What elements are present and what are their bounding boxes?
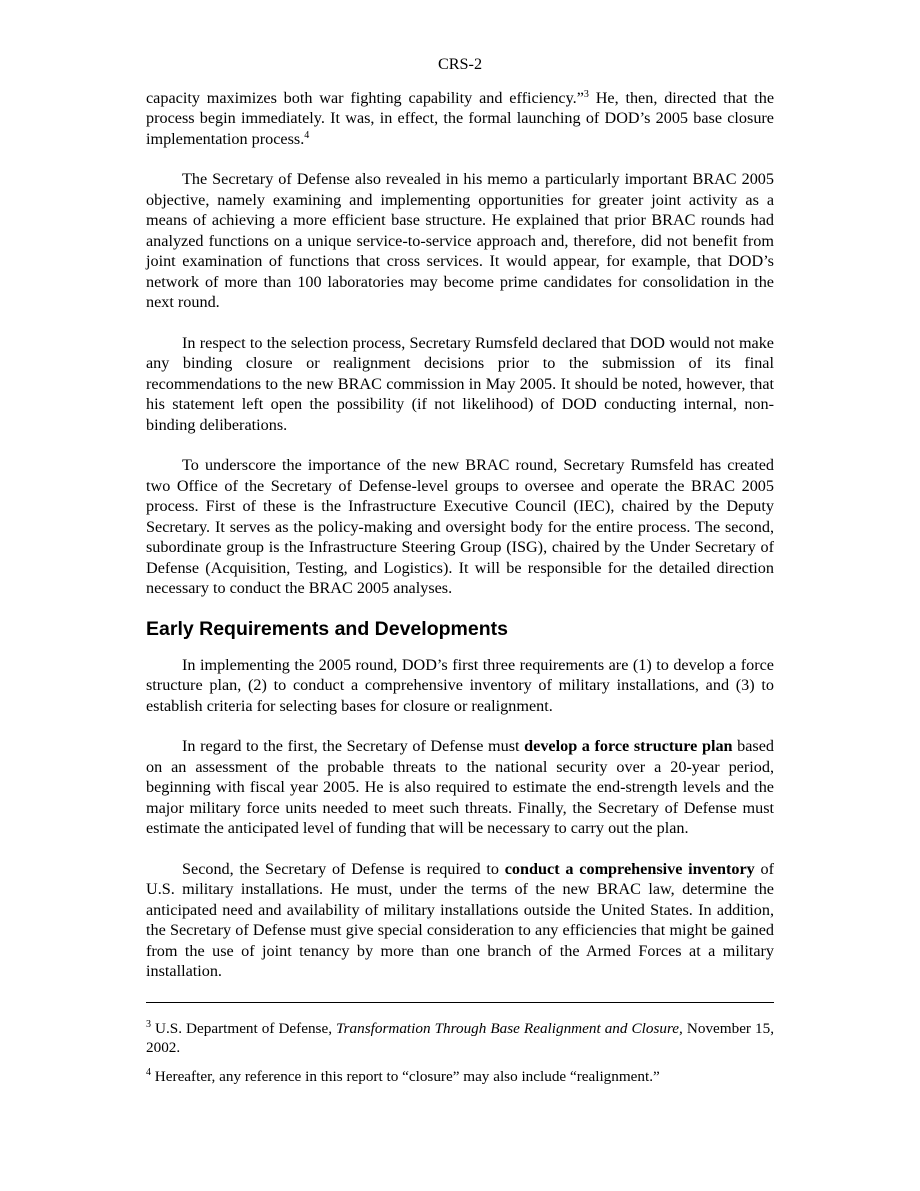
paragraph-1	[146, 88, 774, 150]
footnote-4	[146, 1067, 774, 1087]
page-number-header: CRS-2	[437, 55, 483, 73]
p1-text-b: He, then, directed that the process begin immediately. It was, in effect, the formal launching of DOD’s 2005 base closure implementation process.	[146, 88, 775, 148]
footnote-3-text-b: November 15, 2002.	[146, 1019, 774, 1056]
footnote-4-text: Hereafter, any reference in this report to “closure” may also include “realignment.”	[151, 1067, 660, 1085]
footnote-3	[146, 1019, 774, 1058]
footnote-3-text-a: U.S. Department of Defense,	[151, 1019, 337, 1037]
paragraph-5: In implementing the 2005 round, DOD’s first three requirements are (1) to develop a force structure plan, (2) to conduct a comprehensive inventory of military installations, and (3) to establish criteria for selecting bases for closure or realignment.	[146, 655, 774, 715]
footnote-3-number: 3	[146, 1018, 151, 1030]
p7-bold-phrase: conduct a comprehensive inventory	[504, 859, 755, 878]
section-heading: Early Requirements and Developments	[146, 617, 508, 640]
footnote-ref-4: 4	[304, 129, 310, 141]
paragraph-7	[146, 859, 774, 982]
footnote-ref-3: 3	[583, 88, 589, 100]
paragraph-6	[146, 736, 774, 839]
p1-text-a: capacity maximizes both war fighting capability and efficiency.”	[146, 88, 584, 107]
p7-text-b: of U.S. military installations. He must, under the terms of the new BRAC law, determine the anticipated need and availability of military installations outside the United States. In addition, the Secretary of Defense must give special consideration to any efficiencies that might be gained from the use of joint tenancy by more than one branch of the Armed Forces at a military installation.	[146, 859, 775, 980]
document-page	[146, 54, 774, 1095]
footnote-divider	[146, 1002, 774, 1003]
p6-text-a: In regard to the first, the Secretary of Defense must	[182, 737, 525, 755]
p6-text-b: based on an assessment of the probable threats to the national security over a 20-year period, beginning with fiscal year 2005. He is also required to estimate the end-strength levels and the major military force units needed to meet such threats. Finally, the Secretary of Defense must estimate the anticipated level of funding that will be necessary to carry out the plan.	[146, 737, 774, 837]
footnote-4-number: 4	[146, 1066, 151, 1078]
p6-bold-phrase: develop a force structure plan	[524, 737, 733, 755]
paragraph-2: The Secretary of Defense also revealed in his memo a particularly important BRAC 2005 objective, namely examining and implementing opportunities for greater joint activity as a means of achieving a more efficient base structure. He explained that prior BRAC rounds had analyzed functions on a unique service-to-service approach and, therefore, did not benefit from joint examination of functions that cross services. It would appear, for example, that DOD’s network of more than 100 laboratories may become prime candidates for consolidation in the next round.	[146, 170, 774, 311]
p7-text-a: Second, the Secretary of Defense is required to	[182, 859, 505, 878]
paragraph-3: In respect to the selection process, Secretary Rumsfeld declared that DOD would not make any binding closure or realignment decisions prior to the submission of its final recommendations to the new BRAC commission in May 2005. It should be noted, however, that his statement left open the possibility (if not likelihood) of DOD conducting internal, non-binding deliberations.	[146, 333, 774, 434]
footnote-3-title: Transformation Through Base Realignment and Closure,	[336, 1019, 683, 1037]
paragraph-4: To underscore the importance of the new BRAC round, Secretary Rumsfeld has created two Office of the Secretary of Defense-level groups to oversee and operate the BRAC 2005 process. First of these is the Infrastructure Executive Council (IEC), chaired by the Deputy Secretary. It serves as the policy-making and oversight body for the entire process. The second, subordinate group is the Infrastructure Steering Group (ISG), chaired by the Under Secretary of Defense (Acquisition, Testing, and Logistics). It will be responsible for the detailed direction necessary to conduct the BRAC 2005 analyses.	[146, 456, 774, 597]
